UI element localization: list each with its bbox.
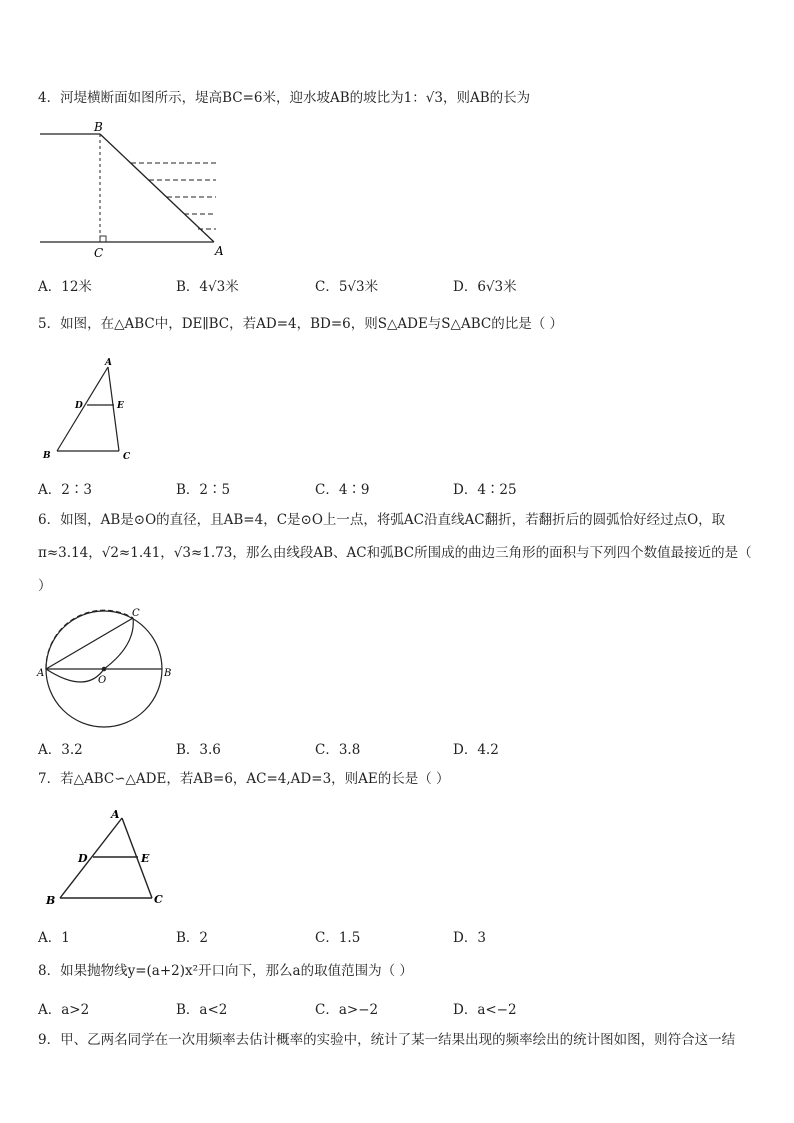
option-b[interactable]: B．4√3米: [176, 279, 239, 295]
option-d[interactable]: D．6√3米: [453, 279, 517, 295]
label-b: B: [43, 451, 51, 461]
option-c[interactable]: C．5√3米: [315, 279, 379, 295]
option-b[interactable]: B．a<2: [176, 1002, 228, 1018]
label-a: A: [105, 358, 112, 368]
question-6-options: [38, 738, 758, 758]
label-c: C: [132, 608, 140, 619]
question-5-figure: [40, 355, 140, 465]
question-6-figure: [36, 605, 181, 735]
question-7-options: [38, 926, 758, 946]
question-4-stem: 4．河堤横断面如图所示，堤高BC=6米，迎水坡AB的坡比为1：√3，则AB的长为: [38, 90, 531, 106]
label-c: C: [123, 452, 131, 462]
option-d[interactable]: D．a<−2: [453, 1002, 517, 1018]
question-8-stem: 8．如果抛物线y=(a+2)x²开口向下，那么a的取值范围为（ ）: [38, 963, 413, 979]
option-d[interactable]: D．4.2: [453, 742, 499, 758]
label-a: A: [37, 668, 45, 679]
label-b: B: [46, 894, 56, 907]
question-8-options: [38, 998, 758, 1018]
label-c: C: [94, 246, 104, 260]
label-o: O: [98, 675, 107, 686]
label-d: D: [75, 401, 83, 411]
option-d[interactable]: D．4∶25: [453, 482, 517, 498]
label-e: E: [117, 401, 124, 411]
label-c: C: [154, 893, 163, 906]
option-d[interactable]: D．3: [453, 930, 486, 946]
question-6-stem: 6．如图，AB是⊙O的直径，且AB=4，C是⊙O上一点，将弧AC沿直线AC翻折，若翻折后的圆弧恰好经过点O，取π≈3.14，√2≈1.41，√3≈1.73，那么由线段AB、AC和弧BC所围成的曲边三角形的面积与下列四个数值最接近的是（ ）: [38, 512, 752, 594]
option-b[interactable]: B．2: [176, 930, 209, 946]
option-a[interactable]: A．3.2: [38, 742, 83, 758]
option-c[interactable]: C．a>−2: [315, 1002, 379, 1018]
question-7-figure: [40, 806, 170, 911]
option-b[interactable]: B．2∶5: [176, 482, 231, 498]
option-a[interactable]: A．1: [38, 930, 70, 946]
option-c[interactable]: C．4∶9: [315, 482, 370, 498]
option-c[interactable]: C．1.5: [315, 930, 361, 946]
label-a: A: [215, 244, 224, 258]
question-9-stem: 9．甲、乙两名同学在一次用频率去估计概率的实验中，统计了某一结果出现的频率绘出的统计图如图，则符合这一结: [38, 1032, 736, 1048]
label-b: B: [94, 120, 103, 134]
label-a: A: [111, 808, 120, 821]
option-a[interactable]: A．2∶3: [38, 482, 92, 498]
option-c[interactable]: C．3.8: [315, 742, 361, 758]
label-e: E: [141, 852, 150, 865]
question-5-options: [38, 478, 758, 498]
label-d: D: [78, 852, 88, 865]
question-4-options: [38, 275, 758, 295]
option-a[interactable]: A．a>2: [38, 1002, 90, 1018]
question-7-stem: 7．若△ABC∽△ADE，若AB=6，AC=4,AD=3，则AE的长是（ ）: [38, 771, 450, 787]
question-5-stem: 5．如图，在△ABC中，DE∥BC，若AD=4，BD=6，则S△ADE与S△ABC的比是（ ）: [38, 316, 563, 332]
label-b: B: [164, 668, 172, 679]
option-a[interactable]: A．12米: [38, 279, 92, 295]
option-b[interactable]: B．3.6: [176, 742, 221, 758]
question-4-figure: [36, 118, 226, 260]
